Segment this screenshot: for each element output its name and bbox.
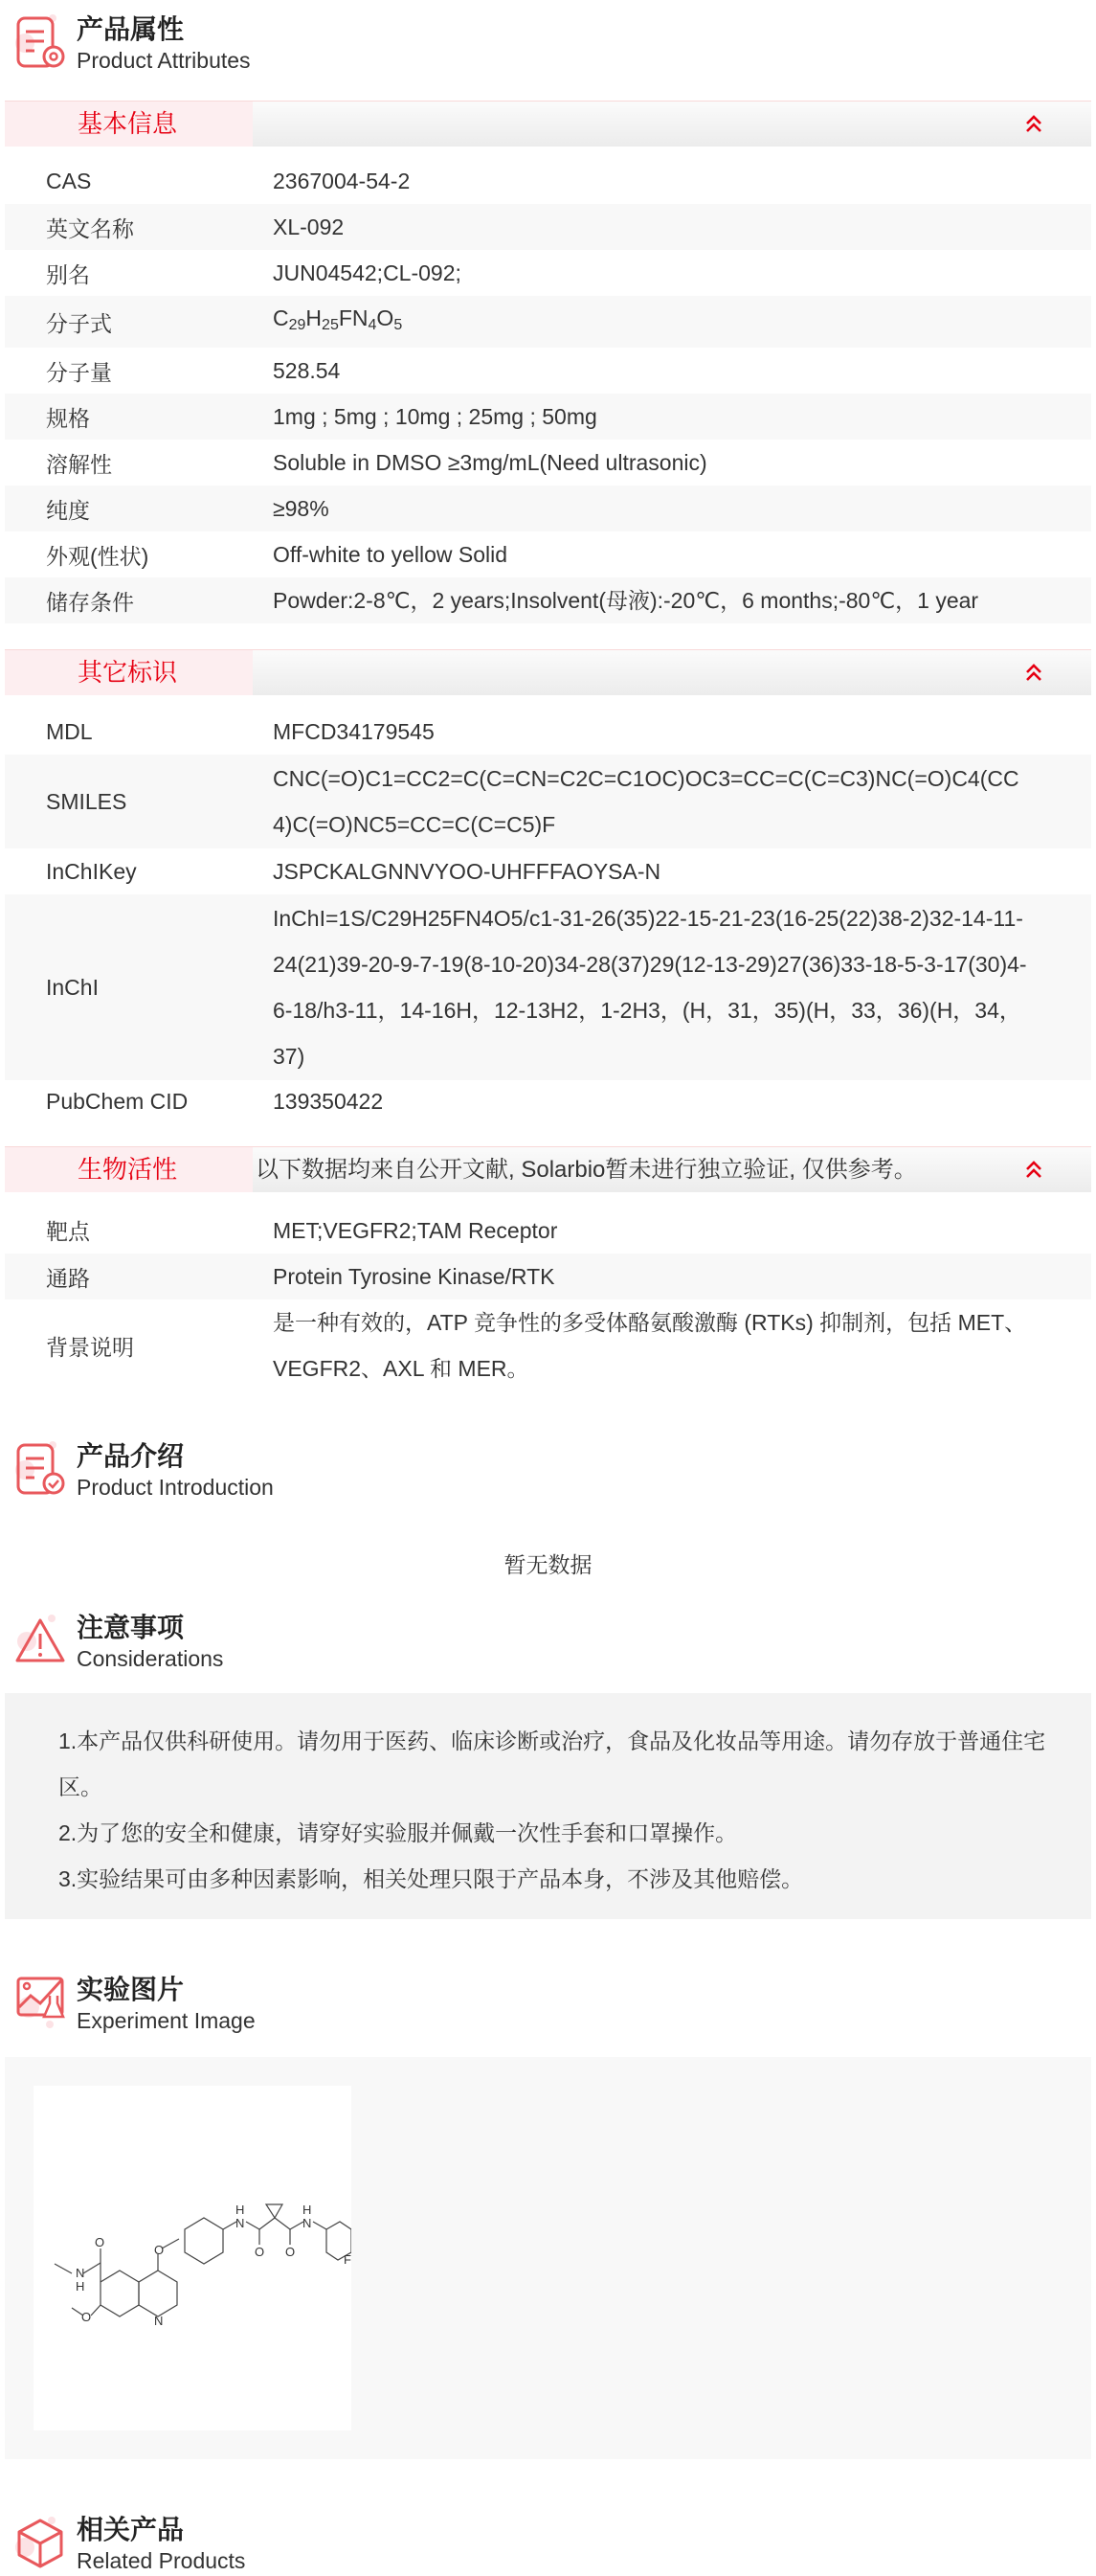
- svg-text:O: O: [81, 2310, 92, 2324]
- id-row-inchikey: [5, 848, 1091, 894]
- double-chevron-up-icon[interactable]: [1022, 113, 1045, 136]
- section-title-attributes: [0, 14, 1096, 76]
- cube-icon: [13, 2515, 67, 2570]
- chemical-structure-image: [34, 2086, 351, 2430]
- svg-text:N: N: [302, 2216, 312, 2230]
- document-check-icon: [13, 1441, 67, 1497]
- svg-text:H: H: [235, 2203, 245, 2217]
- attr-row-alias: [5, 250, 1091, 296]
- svg-text:N: N: [76, 2266, 85, 2280]
- attr-label: 储存条件: [46, 589, 134, 615]
- bio-row-target: [5, 1207, 1091, 1254]
- attr-row-purity: [5, 486, 1091, 531]
- section-title-zh: 产品介绍: [77, 1441, 185, 1471]
- attr-value: XL-092: [273, 215, 345, 239]
- bio-activity-tab: 生物活性: [5, 1147, 253, 1192]
- bio-value: MET;VEGFR2;TAM Receptor: [273, 1217, 558, 1243]
- bio-value: Protein Tyrosine Kinase/RTK: [273, 1264, 555, 1289]
- svg-text:O: O: [95, 2235, 105, 2249]
- attr-value: Off-white to yellow Solid: [273, 542, 508, 567]
- considerations-box: [5, 1693, 1091, 1919]
- attr-row-solubility: [5, 440, 1091, 486]
- id-value: 139350422: [273, 1089, 384, 1114]
- bio-activity-header[interactable]: [5, 1146, 1091, 1192]
- id-row-smiles: [5, 755, 1091, 848]
- attr-label: 纯度: [46, 497, 90, 523]
- attr-label: 外观(性状): [46, 543, 149, 569]
- section-title-en: Product Attributes: [77, 48, 251, 73]
- id-label: InChI: [46, 974, 99, 1000]
- attr-row-mw: [5, 348, 1091, 394]
- id-row-inchi: [5, 894, 1091, 1080]
- attr-row-appearance: [5, 531, 1091, 577]
- image-flask-icon: [13, 1975, 67, 2030]
- attr-row-storage: [5, 577, 1091, 623]
- bio-label: 背景说明: [46, 1334, 134, 1360]
- attr-value: Powder:2-8℃，2 years;Insolvent(母液):-20℃，6 months;-80℃，1 year: [273, 588, 979, 613]
- experiment-image[interactable]: [34, 2086, 351, 2430]
- attr-label: CAS: [46, 168, 92, 193]
- consideration-item: 1.本产品仅供科研使用。请勿用于医药、临床诊断或治疗，食品及化妆品等用途。请勿存放于普通住宅区。: [58, 1729, 1046, 1799]
- bio-row-background: [5, 1299, 1091, 1391]
- id-value: InChI=1S/C29H25FN4O5/c1-31-26(35)22-15-21-23(16-25(22)38-2)32-14-11- 24(21)39-20-9-7-19(8-10-20)34-28(37)29(12-13-29)27(36)33-18-5-3-17(30)4- 6-18/h3-11，14-16H，12-13H2，1-2H3，(H，31，35)(H，33，36)(H，34， 37): [273, 906, 1027, 1069]
- svg-text:F: F: [344, 2252, 351, 2267]
- bio-label: 通路: [46, 1265, 90, 1291]
- section-title-en: Product Introduction: [77, 1475, 274, 1500]
- attr-row-cas: [5, 158, 1091, 204]
- svg-text:O: O: [154, 2243, 165, 2257]
- double-chevron-up-icon[interactable]: [1022, 1159, 1045, 1182]
- svg-text:H: H: [76, 2279, 85, 2294]
- double-chevron-up-icon[interactable]: [1022, 662, 1045, 685]
- attr-value: Soluble in DMSO ≥3mg/mL(Need ultrasonic): [273, 450, 707, 475]
- id-row-mdl: [5, 709, 1091, 755]
- id-label: SMILES: [46, 788, 127, 814]
- attr-value: 2367004-54-2: [273, 169, 411, 193]
- attr-value: [273, 296, 1072, 348]
- attr-label: 英文名称: [46, 215, 134, 241]
- id-value: MFCD34179545: [273, 719, 435, 744]
- bio-value: 是一种有效的，ATP 竞争性的多受体酪氨酸激酶 (RTKs) 抑制剂，包括 MET、 VEGFR2、AXL 和 MER。: [273, 1310, 1027, 1381]
- section-title-experiment: [0, 1975, 1096, 2036]
- section-title-en: Considerations: [77, 1646, 224, 1671]
- svg-text:O: O: [285, 2245, 296, 2259]
- experiment-gallery: [5, 2057, 1091, 2459]
- attr-value: JUN04542;CL-092;: [273, 260, 461, 285]
- id-value: JSPCKALGNNVYOO-UHFFFAOYSA-N: [273, 859, 661, 884]
- attr-label: 分子量: [46, 359, 112, 385]
- section-title-related: [0, 2515, 1096, 2576]
- section-title-zh: 注意事项: [77, 1613, 185, 1642]
- attr-label: 规格: [46, 405, 90, 431]
- section-title-en: Related Products: [77, 2548, 246, 2573]
- consideration-item: 2.为了您的安全和健康，请穿好实验服并佩戴一次性手套和口罩操作。: [58, 1820, 738, 1845]
- svg-text:N: N: [235, 2216, 245, 2230]
- attr-label: 别名: [46, 261, 90, 287]
- id-label: MDL: [46, 718, 93, 744]
- svg-text:O: O: [255, 2245, 265, 2259]
- svg-text:H: H: [302, 2203, 312, 2217]
- id-row-pubchem: [5, 1080, 1091, 1122]
- attr-value: 528.54: [273, 358, 341, 383]
- section-title-zh: 实验图片: [77, 1975, 185, 2004]
- basic-info-tab: 基本信息: [5, 102, 253, 147]
- document-gear-icon: [13, 14, 67, 70]
- section-title-zh: 相关产品: [77, 2515, 185, 2544]
- svg-text:N: N: [154, 2314, 164, 2328]
- other-ids-header[interactable]: [5, 649, 1091, 695]
- molecular-formula: $C_{29}H_{25}FN_4O_5$: [273, 305, 403, 333]
- attr-label: 分子式: [46, 310, 112, 336]
- section-title-considerations: [0, 1613, 1096, 1674]
- consideration-item: 3.实验结果可由多种因素影响，相关处理只限于产品本身，不涉及其他赔偿。: [58, 1866, 804, 1891]
- section-title-introduction: [0, 1441, 1096, 1503]
- bio-label: 靶点: [46, 1219, 90, 1244]
- bio-row-pathway: [5, 1254, 1091, 1299]
- no-data-text: 暂无数据: [503, 1552, 593, 1577]
- attr-label: 溶解性: [46, 451, 112, 477]
- other-ids-tab: 其它标识: [5, 650, 253, 695]
- warning-triangle-icon: [13, 1613, 67, 1668]
- attr-row-spec: [5, 394, 1091, 440]
- id-value: CNC(=O)C1=CC2=C(C=CN=C2C=C1OC)OC3=CC=C(C=C3)NC(=O)C4(CC 4)C(=O)NC5=CC=C(C=C5)F: [273, 766, 1019, 837]
- basic-info-header[interactable]: [5, 101, 1091, 147]
- attr-value: ≥98%: [273, 496, 329, 521]
- attr-value: 1mg ; 5mg ; 10mg ; 25mg ; 50mg: [273, 404, 597, 429]
- bio-disclaimer: 以下数据均来自公开文献, Solarbio暂未进行独立验证, 仅供参考。: [256, 1157, 917, 1183]
- id-label: PubChem CID: [46, 1088, 189, 1114]
- section-title-zh: 产品属性: [77, 14, 185, 44]
- section-title-en: Experiment Image: [77, 2008, 256, 2033]
- attr-row-english-name: [5, 204, 1091, 250]
- attr-row-formula: [5, 296, 1091, 348]
- id-label: InChIKey: [46, 858, 137, 884]
